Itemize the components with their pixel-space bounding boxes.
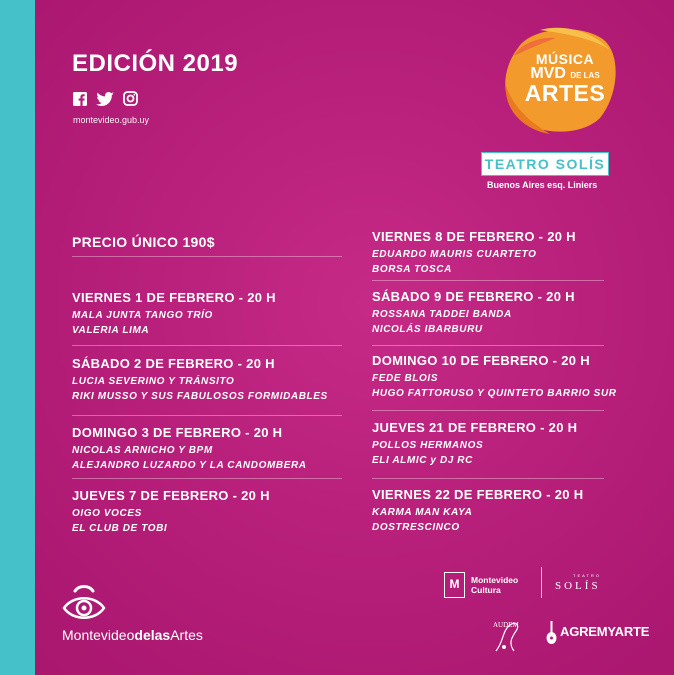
divider xyxy=(72,345,342,346)
event-item xyxy=(372,420,577,466)
event-item xyxy=(372,353,617,399)
event-item xyxy=(72,488,270,534)
festival-logo-text xyxy=(520,52,610,105)
event-artist: NICOLAS ARNICHO Y BPM xyxy=(72,445,213,456)
event-artist: OIGO VOCES xyxy=(72,508,142,519)
sponsor-teatro-label: TEATRO xyxy=(573,573,601,578)
sponsor-teatro-solis: SOLÍS xyxy=(555,580,601,592)
event-artist: EDUARDO MAURIS CUARTETO xyxy=(372,249,537,260)
event-item xyxy=(372,487,583,533)
event-date: DOMINGO 3 DE FEBRERO - 20 H xyxy=(72,425,283,440)
logo-line-artes: ARTES xyxy=(524,80,606,106)
montevideo-cultura-logo xyxy=(444,572,518,598)
event-date: SÁBADO 2 DE FEBRERO - 20 H xyxy=(72,356,275,371)
social-links xyxy=(73,91,138,106)
event-artist: EL CLUB DE TOBI xyxy=(72,523,168,534)
event-artist: MALA JUNTA TANGO TRÍO xyxy=(72,310,213,321)
instagram-icon[interactable] xyxy=(123,91,138,106)
logo-line-mvd: MVD DE LAS xyxy=(530,65,600,82)
logo-line-musica: MÚSICA xyxy=(535,51,595,67)
venue-address: Buenos Aires esq. Liniers xyxy=(487,180,598,190)
event-artist: BORSA TOSCA xyxy=(372,264,452,275)
event-date: JUEVES 7 DE FEBRERO - 20 H xyxy=(72,488,270,503)
event-date: SÁBADO 9 DE FEBRERO - 20 H xyxy=(372,289,575,304)
guitar-icon xyxy=(546,621,557,645)
event-date: VIERNES 1 DE FEBRERO - 20 H xyxy=(72,290,276,305)
event-date: JUEVES 21 DE FEBRERO - 20 H xyxy=(372,420,578,435)
event-item xyxy=(372,229,576,275)
event-artist: LUCIA SEVERINO Y TRÁNSITO xyxy=(72,376,235,387)
facebook-icon[interactable] xyxy=(73,92,87,106)
divider xyxy=(372,478,604,479)
event-artist: ELI ALMIC y DJ RC xyxy=(372,455,473,466)
montevideo-m-icon: M xyxy=(444,572,465,598)
sponsor-audem: AUDEM xyxy=(493,621,519,629)
divider xyxy=(72,256,342,257)
event-artist: NICOLÁS IBARBURU xyxy=(372,324,483,335)
event-item xyxy=(72,425,307,471)
divider xyxy=(372,345,604,346)
event-artist: POLLOS HERMANOS xyxy=(372,440,484,451)
event-date: DOMINGO 10 DE FEBRERO - 20 H xyxy=(372,353,590,368)
event-item xyxy=(372,289,575,335)
event-artist: ROSSANA TADDEI BANDA xyxy=(372,309,512,320)
event-item xyxy=(72,290,276,336)
venue-name: TEATRO SOLÍS xyxy=(481,152,609,176)
event-artist: ALEJANDRO LUZARDO Y LA CANDOMBERA xyxy=(72,460,307,471)
eye-icon xyxy=(61,583,107,623)
divider xyxy=(372,280,604,281)
event-artist: VALERIA LIMA xyxy=(72,325,150,336)
teal-side-bar xyxy=(0,0,35,675)
edition-title: EDICIÓN 2019 xyxy=(72,50,239,77)
event-artist: DOSTRESCINCO xyxy=(372,522,460,533)
sponsor-agremyarte: AGREMYARTE xyxy=(560,624,650,639)
event-artist: HUGO FATTORUSO Y QUINTETO BARRIO SUR xyxy=(372,388,617,399)
event-artist: FEDE BLOIS xyxy=(372,373,439,384)
divider xyxy=(72,478,342,479)
event-artist: RIKI MUSSO Y SUS FABULOSOS FORMIDABLES xyxy=(72,391,328,402)
event-item xyxy=(72,356,328,402)
event-date: VIERNES 22 DE FEBRERO - 20 H xyxy=(372,487,584,502)
twitter-icon[interactable] xyxy=(96,92,114,106)
brand-wordmark: MontevideodelasArtes xyxy=(62,627,203,643)
sponsor-montevideo: Montevideo xyxy=(471,574,519,585)
event-date: VIERNES 8 DE FEBRERO - 20 H xyxy=(372,229,576,244)
divider xyxy=(372,410,604,411)
website-link[interactable]: montevideo.gub.uy xyxy=(73,115,150,125)
divider xyxy=(72,415,342,416)
sponsor-cultura: Cultura xyxy=(471,585,501,595)
price-label: PRECIO ÚNICO 190$ xyxy=(72,234,215,250)
sponsor-divider xyxy=(541,567,542,598)
event-artist: KARMA MAN KAYA xyxy=(372,507,473,518)
